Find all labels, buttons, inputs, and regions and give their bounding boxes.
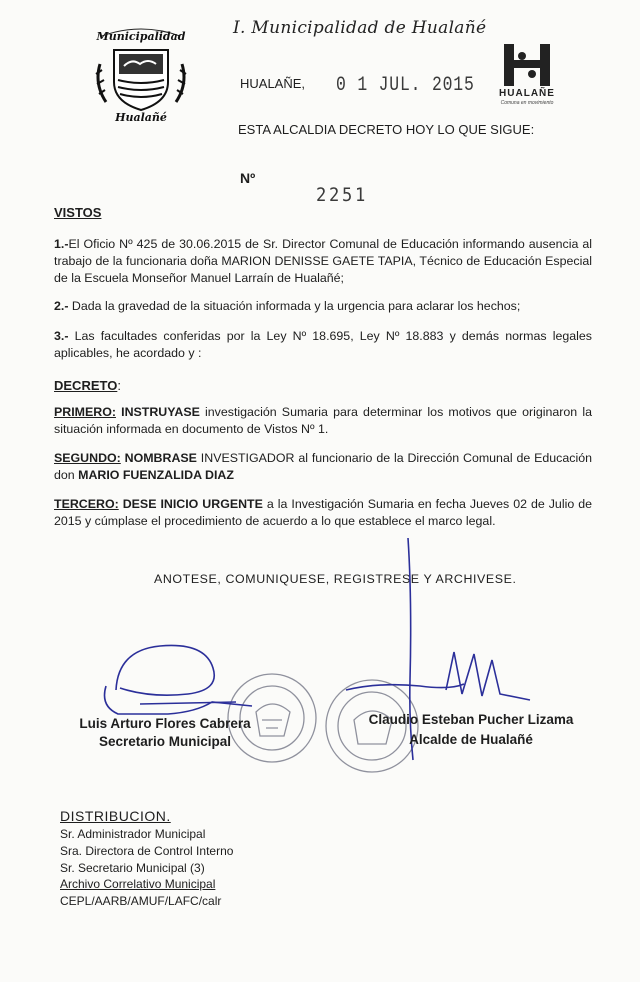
segundo-action: NOMBRASE <box>120 451 197 465</box>
decreto-heading <box>54 378 121 393</box>
city-label: HUALAÑE, <box>240 76 306 91</box>
decreto-heading-text: DECRETO <box>54 378 118 393</box>
tercero-text: a la Investigación Sumaria en fecha Jueves 02 de Julio de 2015 y cúmplase el procedimiento de acuerdo a lo que establece el marco legal. <box>54 497 593 528</box>
right-signatory-title: Alcalde de Hualañé <box>409 732 533 747</box>
tercero-label: TERCERO: <box>54 497 119 511</box>
decreto-primero <box>54 404 592 438</box>
decreto-segundo <box>54 450 592 484</box>
list-item: Sr. Administrador Municipal <box>60 827 206 841</box>
distribution-list <box>60 826 233 910</box>
segundo-label: SEGUNDO: <box>54 451 121 465</box>
number-label: Nº <box>240 170 256 186</box>
left-signatory-title: Secretario Municipal <box>98 734 232 749</box>
municipal-crest-icon <box>92 24 190 122</box>
svg-text:HUALAÑE: HUALAÑE <box>499 88 555 99</box>
date-stamp: 0 1 JUL. 2015 <box>336 74 475 97</box>
hualane-logo-icon <box>494 44 562 106</box>
vistos-item-text: El Oficio Nº 425 de 30.06.2015 de Sr. Director Comunal de Educación informando ausencia al trabajo de la funcionaria doña MARION DENISSE GAETE TAPIA, Técnico de Educación Especial de la Escuela Monseñor Manuel Larraín de Hualañé; <box>54 237 592 285</box>
institution-header: I. Municipalidad de Hualañé <box>233 18 487 38</box>
list-item: Archivo Correlativo Municipal <box>60 877 216 892</box>
right-signatory-name: Claudio Esteban Pucher Lizama <box>368 712 574 727</box>
list-item: Sr. Secretario Municipal (3) <box>60 860 205 875</box>
svg-text:Comuna en movimiento: Comuna en movimiento <box>500 100 554 106</box>
left-signatory-name: Luis Arturo Flores Cabrera <box>79 716 251 731</box>
tercero-action: DESE INICIO URGENTE <box>118 497 263 511</box>
svg-text:Municipalidad: Municipalidad <box>96 30 186 43</box>
list-item: Sra. Directora de Control Interno <box>60 843 234 858</box>
decree-number: 2251 <box>316 184 368 206</box>
vistos-item-text: Dada la gravedad de la situación informada y la urgencia para aclarar los hechos; <box>68 299 521 313</box>
decreto-heading-colon: : <box>117 378 121 393</box>
list-item: CEPL/AARB/AMUF/LAFC/calr <box>60 894 222 909</box>
closing-formula: ANOTESE, COMUNIQUESE, REGISTRESE Y ARCHIVESE. <box>154 572 517 586</box>
vistos-item-2 <box>54 298 592 315</box>
distribution-heading: DISTRIBUCION. <box>60 808 171 824</box>
primero-label: PRIMERO: <box>54 405 116 419</box>
vistos-item-number: 2.- <box>54 299 69 313</box>
vistos-heading: VISTOS <box>54 205 102 220</box>
decree-intro: ESTA ALCALDIA DECRETO HOY LO QUE SIGUE: <box>238 122 535 137</box>
decreto-tercero <box>54 496 592 530</box>
vistos-item-1 <box>54 236 592 287</box>
left-signature-icon <box>105 645 253 714</box>
segundo-investigator: MARIO FUENZALIDA DIAZ <box>78 468 234 482</box>
primero-text: investigación Sumaria para determinar los motivos que originaron la situación informada en documento de Vistos Nº 1. <box>54 405 593 436</box>
vistos-item-number: 1.- <box>54 237 69 251</box>
vistos-item-text: Las facultades conferidas por la Ley Nº 18.695, Ley Nº 18.883 y demás normas legales aplicables, he acordado y : <box>54 329 592 360</box>
primero-action: INSTRUYASE <box>115 405 200 419</box>
vistos-item-3 <box>54 328 592 362</box>
vistos-item-number: 3.- <box>54 329 69 343</box>
segundo-text: INVESTIGADOR al funcionario de la Dirección Comunal de Educación don <box>54 451 592 482</box>
svg-text:Hualañé: Hualañé <box>115 111 167 122</box>
